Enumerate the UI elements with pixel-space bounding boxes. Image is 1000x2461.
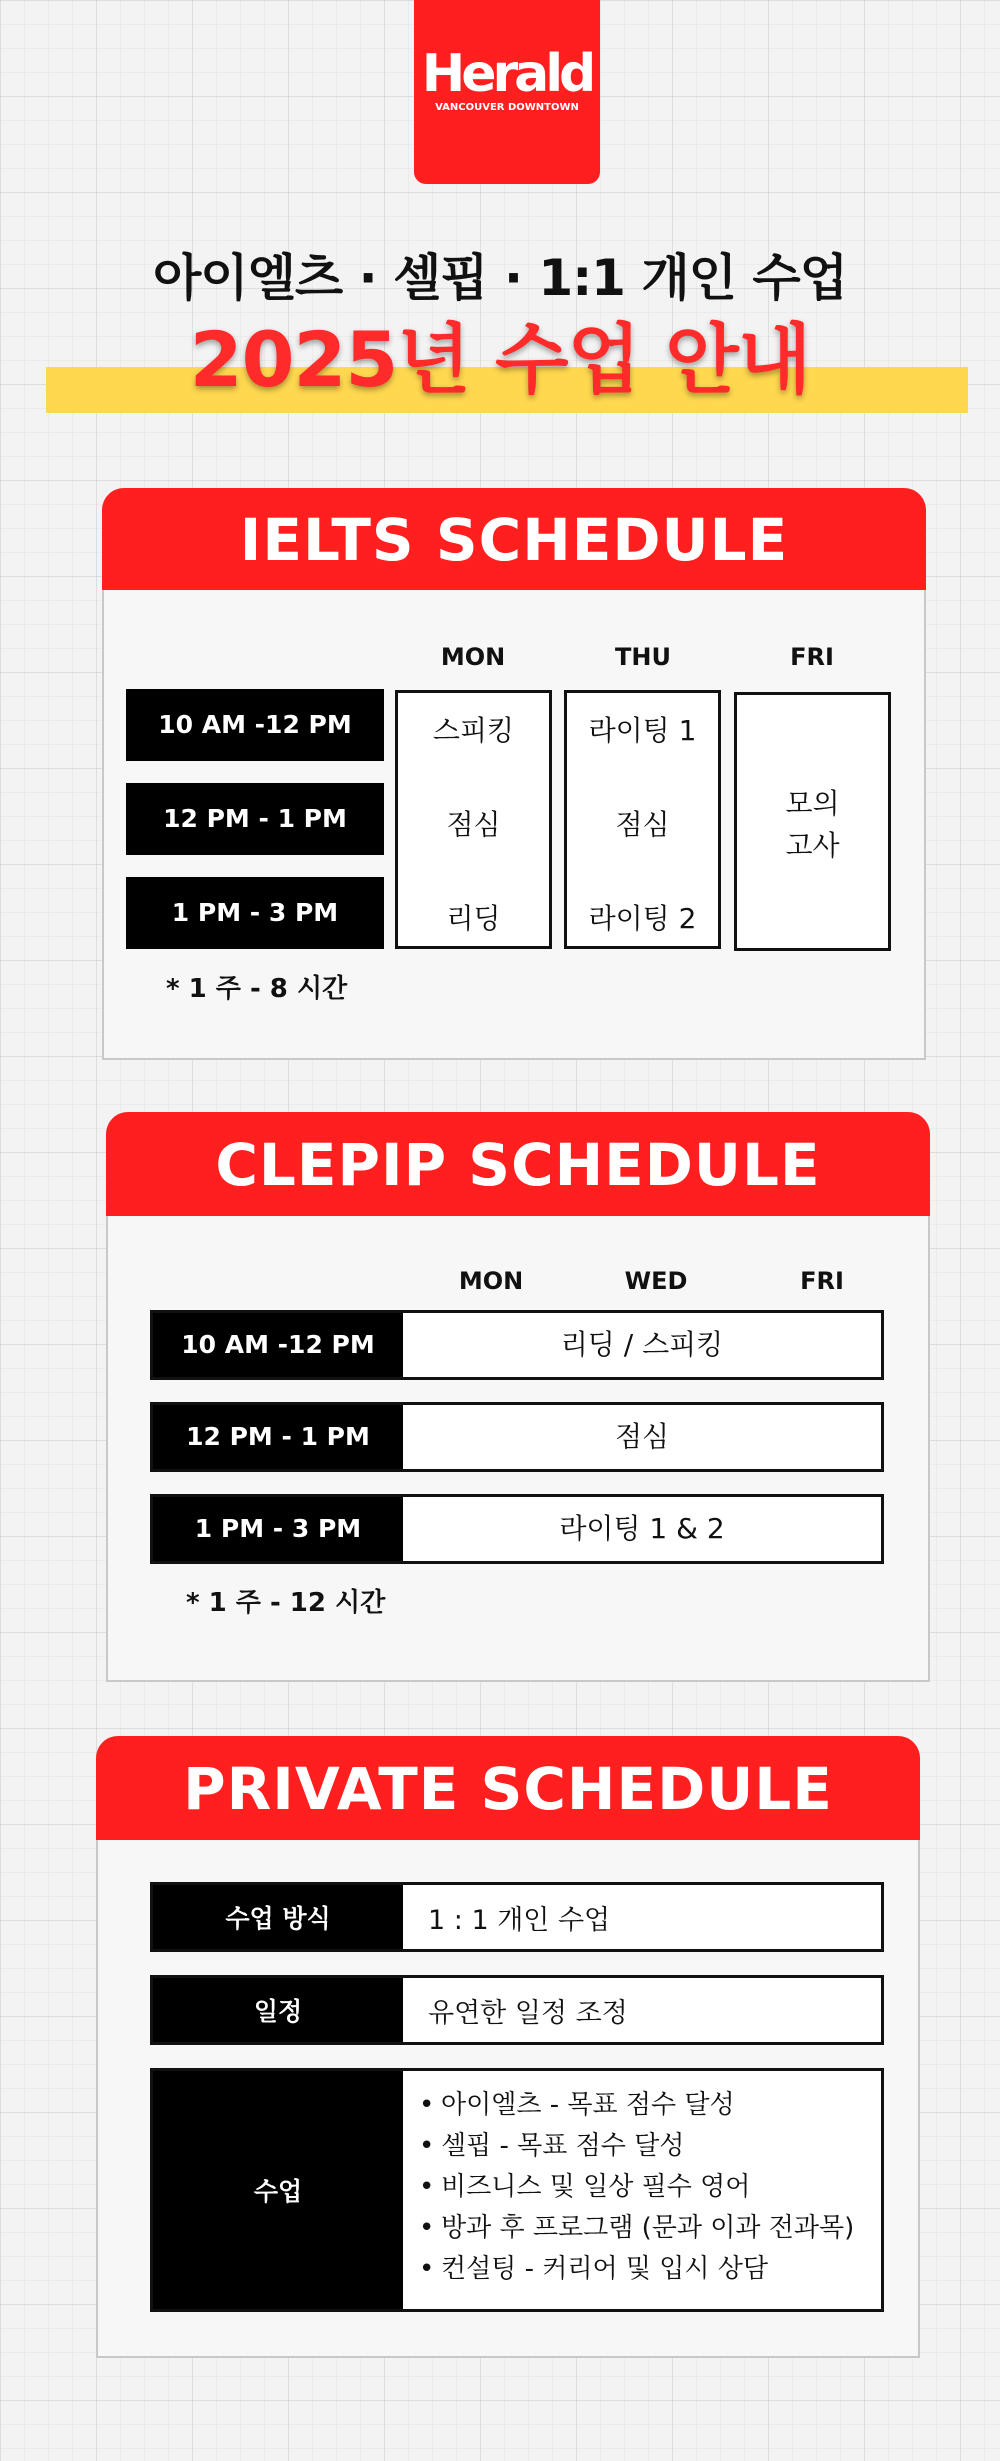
clepip-schedule-row [150, 1402, 884, 1472]
private-course-item [419, 2208, 854, 2249]
bullet-icon: • [419, 2254, 435, 2284]
private-course-text: 셀핍 - 목표 점수 달성 [441, 2131, 685, 2161]
ielts-fri-line: 모의 [785, 787, 840, 820]
clepip-day-mon: MON [458, 1267, 524, 1295]
herald-logo [414, 0, 600, 184]
ielts-thu-subject: 점심 [615, 808, 670, 841]
headline-year-guide: 2025년 수업 안내 [189, 315, 811, 404]
private-course-list [419, 2085, 854, 2290]
bullet-icon: • [419, 2131, 435, 2161]
ielts-thu-column [564, 690, 721, 949]
clepip-subject: 리딩 / 스피킹 [560, 1328, 724, 1361]
ielts-fri-line: 고사 [785, 829, 840, 862]
bullet-icon: • [419, 2172, 435, 2202]
clepip-schedule-row [150, 1310, 884, 1380]
logo-title: Herald [421, 44, 593, 104]
clepip-time-slot: 1 PM - 3 PM [153, 1497, 403, 1561]
private-course-text: 컨설팅 - 커리어 및 입시 상담 [441, 2254, 768, 2284]
ielts-day-thu: THU [615, 643, 671, 671]
clepip-weekly-hours-note: * 1 주 - 12 시간 [186, 1588, 386, 1618]
ielts-time-slot: 1 PM - 3 PM [126, 877, 384, 949]
private-course-item [419, 2126, 854, 2167]
private-course-item [419, 2249, 854, 2290]
private-info-row [150, 1975, 884, 2045]
ielts-thu-subject: 라이팅 1 [588, 714, 697, 747]
private-row-label: 일정 [153, 1978, 403, 2042]
ielts-mon-subject: 스피킹 [432, 714, 515, 747]
private-course-text: 방과 후 프로그램 (문과 이과 전과목) [441, 2213, 855, 2243]
ielts-mon-subject: 리딩 [446, 902, 501, 935]
ielts-fri-column [734, 692, 891, 951]
private-courses-label: 수업 [153, 2071, 403, 2309]
ielts-mon-subject: 점심 [446, 808, 501, 841]
private-row-value: 유연한 일정 조정 [428, 1997, 628, 2029]
clepip-day-fri: FRI [800, 1267, 844, 1295]
ielts-day-fri: FRI [790, 643, 834, 671]
private-row-label: 수업 방식 [153, 1885, 403, 1949]
private-course-item [419, 2085, 854, 2126]
bullet-icon: • [419, 2090, 435, 2120]
private-courses-row [150, 2068, 884, 2312]
private-row-value: 1 : 1 개인 수업 [428, 1904, 611, 1936]
private-info-row [150, 1882, 884, 1952]
clepip-day-wed: WED [624, 1267, 688, 1295]
clepip-subject: 라이팅 1 & 2 [559, 1512, 725, 1545]
ielts-schedule-title: IELTS SCHEDULE [102, 488, 926, 590]
ielts-day-mon: MON [440, 643, 506, 671]
ielts-mon-column [395, 690, 552, 949]
headline-services: 아이엘츠 · 셀핍 · 1:1 개인 수업 [152, 249, 847, 307]
private-course-item [419, 2167, 854, 2208]
ielts-time-slot: 12 PM - 1 PM [126, 783, 384, 855]
clepip-subject: 점심 [614, 1420, 670, 1453]
clepip-time-slot: 12 PM - 1 PM [153, 1405, 403, 1469]
ielts-weekly-hours-note: * 1 주 - 8 시간 [166, 974, 348, 1004]
ielts-fri-subject [737, 783, 888, 867]
bullet-icon: • [419, 2213, 435, 2243]
private-schedule-title: PRIVATE SCHEDULE [96, 1736, 920, 1840]
clepip-schedule-row [150, 1494, 884, 1564]
private-course-text: 아이엘츠 - 목표 점수 달성 [441, 2090, 735, 2120]
clepip-time-slot: 10 AM -12 PM [153, 1313, 403, 1377]
clepip-schedule-title: CLEPIP SCHEDULE [106, 1112, 930, 1216]
ielts-thu-subject: 라이팅 2 [588, 902, 697, 935]
ielts-time-slot: 10 AM -12 PM [126, 689, 384, 761]
private-course-text: 비즈니스 및 일상 필수 영어 [441, 2172, 751, 2202]
logo-subtitle: VANCOUVER DOWNTOWN [435, 102, 579, 113]
